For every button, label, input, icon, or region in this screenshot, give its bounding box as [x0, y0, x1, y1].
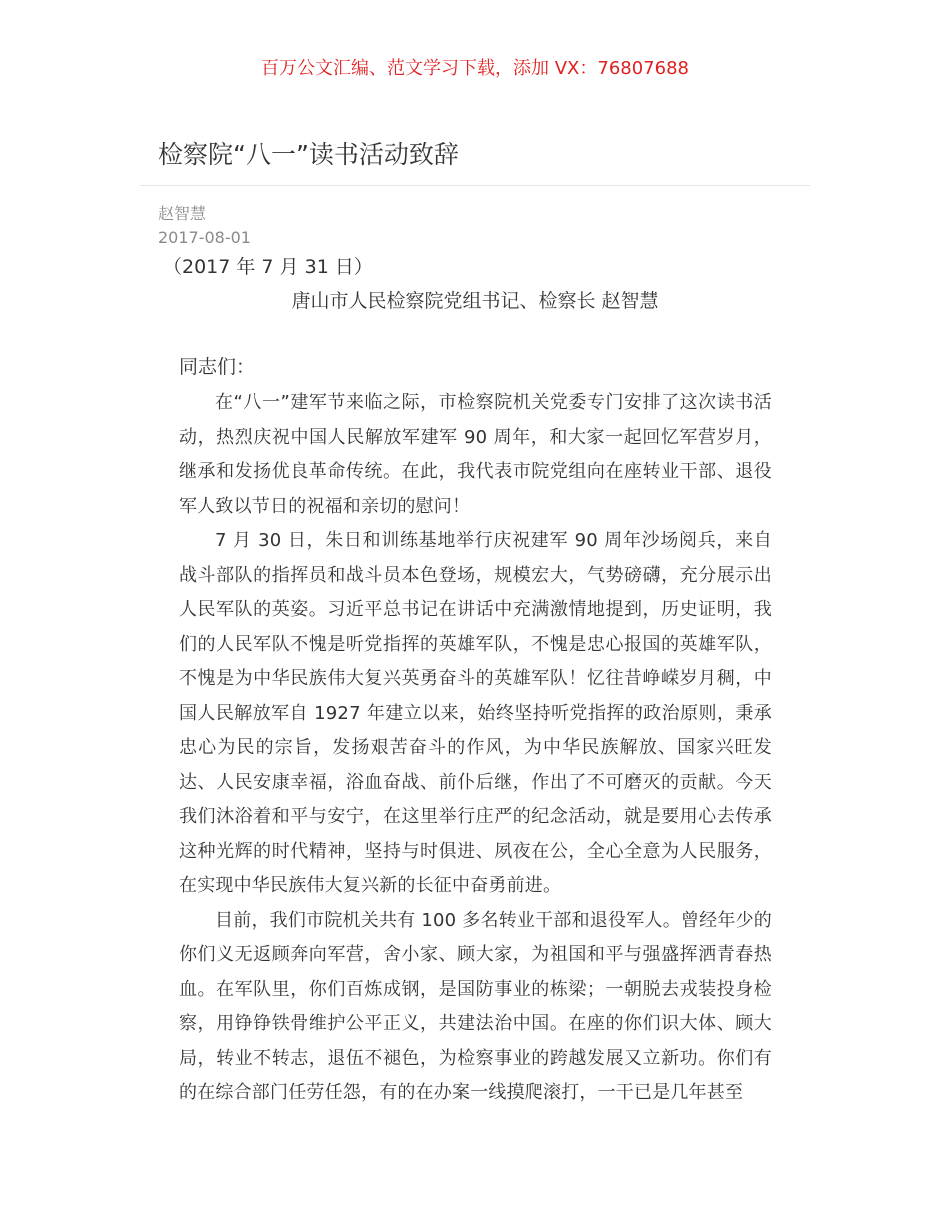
- paragraph: 目前，我们市院机关共有 100 多名转业干部和退役军人。曾经年少的你们义无返顾奔向军营，舍小家、顾大家，为祖国和平与强盛挥洒青春热血。在军队里，你们百炼成钢，是国防事业的栋梁；一朝脱去戎装投身检察，用铮铮铁骨维护公平正义，共建法治中国。在座的你们识大体、顾大局，转业不转志，退伍不褪色，为检察事业的跨越发展又立新功。你们有的在综合部门任劳任怨，有的在办案一线摸爬滚打，一干已是几年甚至: [179, 909, 772, 1103]
- article-date: 2017-08-01: [158, 228, 251, 247]
- paragraph: 7 月 30 日，朱日和训练基地举行庆祝建军 90 周年沙场阅兵，来自战斗部队的指挥员和战斗员本色登场，规模宏大，气势磅礴，充分展示出人民军队的英姿。习近平总书记在讲话中充满激情地提到，历史证明，我们的人民军队不愧是听党指挥的英雄军队，不愧是忠心报国的英雄军队，不愧是为中华民族伟大复兴英勇奋斗的英雄军队！忆往昔峥嵘岁月稠，中国人民解放军自 1927 年建立以来，始终坚持听党指挥的政治原则，秉承忠心为民的宗旨，发扬艰苦奋斗的作风，为中华民族解放、国家兴旺发达、人民安康幸福，浴血奋战、前仆后继，作出了不可磨灭的贡献。今天我们沐浴着和平与安宁，在这里举行庄严的纪念活动，就是要用心去传承这种光辉的时代精神，坚持与时俱进、夙夜在公，全心全意为人民服务，在实现中华民族伟大复兴新的长征中奋勇前进。: [179, 530, 772, 896]
- article-author: 赵智慧: [158, 204, 207, 223]
- speaker-line: 唐山市人民检察院党组书记、检察长 赵智慧: [291, 290, 659, 312]
- watermark-banner: 百万公文汇编、范文学习下载，添加 VX：76807688: [261, 58, 689, 79]
- paragraph: 在“八一”建军节来临之际，市检察院机关党委专门安排了这次读书活动，热烈庆祝中国人民解放军建军 90 周年，和大家一起回忆军营岁月，继承和发扬优良革命传统。在此，我代表市院党组向在座转业干部、退役军人致以节日的祝福和亲切的慰问！: [179, 392, 772, 517]
- article-body: [179, 386, 772, 1111]
- salutation: 同志们：: [179, 356, 256, 378]
- title-divider: [140, 185, 810, 186]
- article-title: 检察院“八一”读书活动致辞: [158, 140, 459, 169]
- speech-date: （2017 年 7 月 31 日）: [163, 256, 373, 278]
